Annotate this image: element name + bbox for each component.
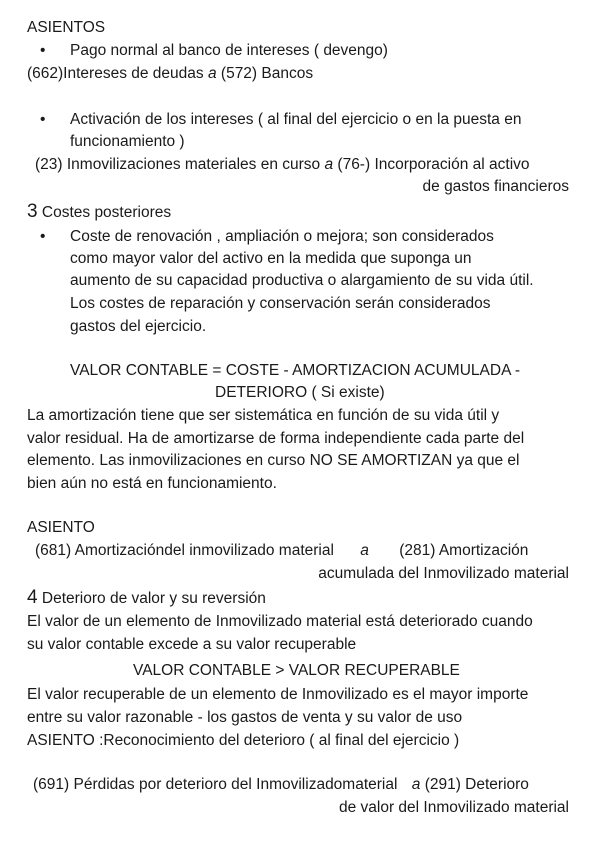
section-title: Deterioro de valor y su reversión	[41, 590, 266, 607]
entry-691-291	[33, 773, 529, 796]
paragraph-line: bien aún no está en funcionamiento.	[27, 475, 277, 492]
entry-681-281	[35, 539, 528, 562]
paragraph-line: La amortización tiene que ser sistemática en función de su vida útil y	[27, 407, 500, 424]
entry-credit-cont: acumulada del Inmovilizado material	[318, 565, 569, 582]
bullet-renovation-line: • Coste de renovación , ampliación o mejora; son considerados	[70, 225, 494, 248]
paragraph-line: ASIENTO :Reconocimiento del deterioro ( al final del ejercicio )	[27, 732, 460, 749]
entry-connector: a	[324, 156, 334, 173]
asientos-heading: ASIENTOS	[27, 19, 106, 36]
formula-deterioro: VALOR CONTABLE > VALOR RECUPERABLE	[133, 662, 460, 679]
bullet-renovation-line: como mayor valor del activo en la medida que suponga un	[70, 250, 472, 267]
entry-debit: (23) Inmovilizaciones materiales en curso	[35, 156, 321, 173]
paragraph-line: elemento. Las inmovilizaciones en curso NO SE AMORTIZAN ya que el	[27, 452, 520, 469]
entry-debit: (662)Intereses de deudas	[27, 65, 204, 82]
entry-662-572	[27, 62, 313, 85]
section-4-heading	[27, 586, 266, 610]
bullet-interest-activation-cont: funcionamiento )	[70, 133, 185, 150]
entry-credit: (281) Amortización	[399, 542, 529, 559]
entry-credit-cont: de gastos financieros	[422, 178, 569, 195]
entry-connector: a	[207, 65, 217, 82]
section-3-heading	[27, 200, 171, 224]
asiento-heading: ASIENTO	[27, 519, 95, 536]
bullet-interest-payment: • Pago normal al banco de intereses ( devengo)	[70, 39, 388, 62]
paragraph-line: El valor recuperable de un elemento de Inmovilizado es el mayor importe	[27, 686, 529, 703]
entry-debit: (691) Pérdidas por deterioro del Inmovilizadomaterial	[33, 776, 398, 793]
formula-valor-contable: VALOR CONTABLE = COSTE - AMORTIZACION ACUMULADA -	[70, 362, 521, 379]
formula-valor-contable-cont: DETERIORO ( Si existe)	[215, 384, 385, 401]
bullet-renovation-line: gastos del ejercicio.	[70, 318, 207, 335]
paragraph-line: valor residual. Ha de amortizarse de forma independiente cada parte del	[27, 430, 525, 447]
entry-connector: a	[411, 776, 421, 793]
entry-connector: a	[360, 542, 369, 559]
section-number: 4	[27, 587, 38, 608]
section-title: Costes posteriores	[41, 204, 172, 221]
bullet-renovation-line: aumento de su capacidad productiva o alargamiento de su vida útil.	[70, 272, 534, 289]
paragraph-line: su valor contable excede a su valor recuperable	[27, 636, 357, 653]
section-number: 3	[27, 201, 38, 222]
entry-credit: (291) Deterioro	[424, 776, 529, 793]
bullet-renovation-line: Los costes de reparación y conservación serán considerados	[70, 295, 491, 312]
paragraph-line: entre su valor razonable - los gastos de venta y su valor de uso	[27, 709, 463, 726]
bullet-interest-activation: • Activación de los intereses ( al final del ejercicio o en la puesta en	[70, 108, 521, 131]
entry-credit-cont: de valor del Inmovilizado material	[338, 799, 569, 816]
paragraph-line: El valor de un elemento de Inmovilizado material está deteriorado cuando	[27, 613, 533, 630]
entry-debit: (681) Amortizacióndel inmovilizado material	[35, 542, 334, 559]
entry-credit: (76-) Incorporación al activo	[337, 156, 530, 173]
entry-23-76	[35, 153, 530, 176]
entry-credit: (572) Bancos	[220, 65, 314, 82]
